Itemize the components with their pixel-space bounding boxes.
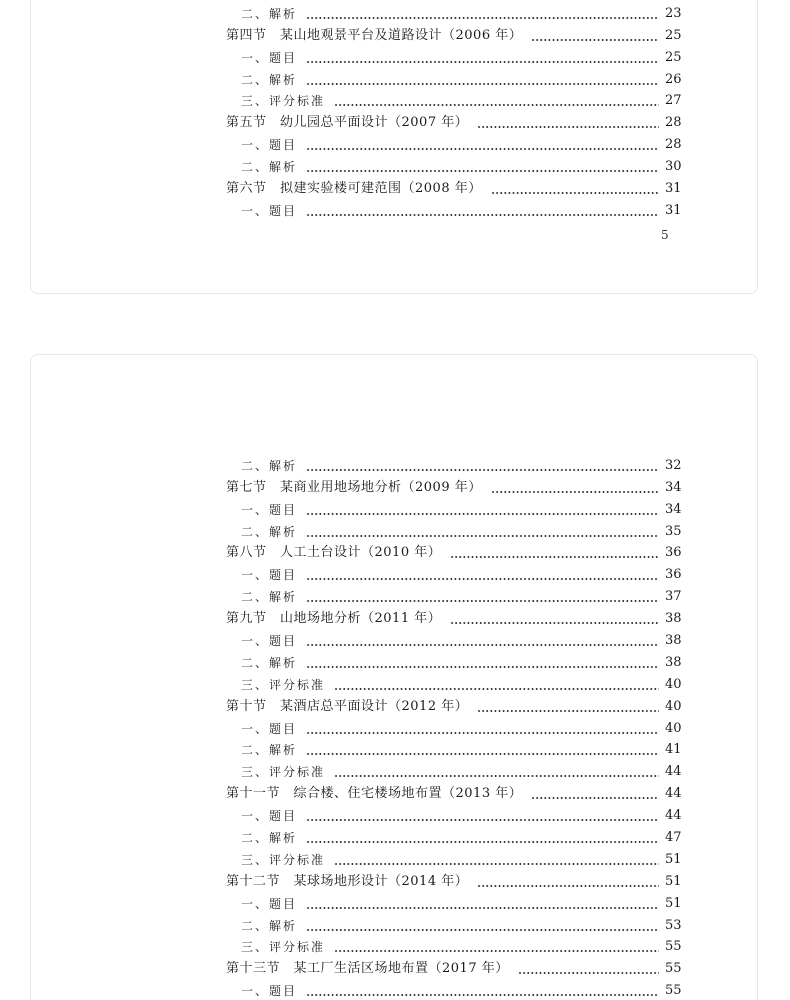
toc-subentry[interactable] [226,153,681,175]
toc-page-number: 32 [665,457,682,473]
document-page [30,0,758,294]
toc-subentry[interactable] [226,66,681,88]
toc-page-number: 38 [665,633,682,649]
dot-leader [334,950,659,952]
dot-leader [306,644,659,646]
toc-section-entry[interactable] [226,474,681,496]
toc-section-entry[interactable] [226,780,681,802]
toc-page-number: 44 [665,764,682,780]
toc-entry-title: 二、解析 [241,831,298,846]
toc-entry-title: 二、解析 [241,458,298,473]
dot-leader [450,622,659,624]
toc-page-number: 44 [665,808,682,824]
toc-section-entry[interactable] [226,540,681,562]
dot-leader [306,753,659,755]
toc-page-number: 51 [665,895,682,911]
toc-subentry[interactable] [226,934,681,956]
dot-leader [306,469,659,471]
toc-subentry[interactable] [226,0,681,22]
dot-leader [306,214,659,216]
toc-entry-title: 一、题目 [241,896,298,911]
dot-leader [306,83,659,85]
toc-subentry[interactable] [226,583,681,605]
toc-page-number: 38 [665,654,682,670]
toc-subentry[interactable] [226,496,681,518]
toc-subentry[interactable] [226,890,681,912]
toc-page-number: 37 [665,589,682,605]
toc-entry-title: 一、题目 [241,50,298,65]
toc-page-number: 31 [665,181,682,197]
toc-page-number: 44 [665,786,682,802]
toc-subentry[interactable] [226,824,681,846]
toc-entry-title: 第四节 某山地观景平台及道路设计（2006 年） [226,27,523,43]
toc-subentry[interactable] [226,88,681,110]
dot-leader [306,841,659,843]
toc-entry-title: 第九节 山地场地分析（2011 年） [226,611,442,627]
toc-entry-title: 二、解析 [241,524,298,539]
dot-leader [306,170,659,172]
toc-page-number: 26 [665,71,682,87]
toc-page-number: 28 [665,137,682,153]
dot-leader [306,61,659,63]
toc-page-number: 25 [665,27,682,43]
toc-page-number: 55 [665,983,682,999]
dot-leader [306,148,659,150]
toc-page-number: 36 [665,567,682,583]
dot-leader [531,797,659,799]
toc-page-number: 30 [665,159,682,175]
toc-subentry[interactable] [226,737,681,759]
toc-page-number: 51 [665,873,682,889]
toc-entry-title: 第八节 人工土台设计（2010 年） [226,545,442,561]
toc-page-number: 55 [665,961,682,977]
toc-entry-title: 二、解析 [241,590,298,605]
toc-page-number: 36 [665,545,682,561]
table-of-contents [226,0,681,219]
toc-subentry[interactable] [226,197,681,219]
dot-leader [306,929,659,931]
toc-entry-title: 第五节 幼儿园总平面设计（2007 年） [226,115,469,131]
toc-page-number: 47 [665,830,682,846]
toc-section-entry[interactable] [226,175,681,197]
toc-entry-title: 一、题目 [241,809,298,824]
toc-entry-title: 一、题目 [241,502,298,517]
dot-leader [306,17,659,19]
toc-page-number: 34 [665,479,682,495]
toc-subentry[interactable] [226,44,681,66]
table-of-contents [226,452,681,999]
dot-leader [334,104,659,106]
toc-section-entry[interactable] [226,109,681,131]
dot-leader [306,732,659,734]
toc-page-number: 31 [665,202,682,218]
toc-page-number: 23 [665,5,682,21]
page-number: 5 [661,228,669,242]
toc-entry-title: 三、评分标准 [241,94,326,109]
toc-subentry[interactable] [226,561,681,583]
dot-leader [518,972,659,974]
toc-page-number: 34 [665,501,682,517]
toc-entry-title: 第七节 某商业用地场地分析（2009 年） [226,479,482,495]
toc-subentry[interactable] [226,715,681,737]
toc-page-number: 53 [665,917,682,933]
toc-entry-title: 一、题目 [241,721,298,736]
dot-leader [306,666,659,668]
toc-page-number: 28 [665,115,682,131]
toc-section-entry[interactable] [226,868,681,890]
toc-entry-title: 一、题目 [241,138,298,153]
toc-page-number: 40 [665,676,682,692]
toc-subentry[interactable] [226,518,681,540]
toc-section-entry[interactable] [226,955,681,977]
toc-page-number: 55 [665,939,682,955]
dot-leader [491,192,659,194]
toc-page-number: 27 [665,93,682,109]
toc-page-number: 41 [665,742,682,758]
toc-subentry[interactable] [226,627,681,649]
toc-entry-title: 第十一节 综合楼、住宅楼场地布置（2013 年） [226,786,523,802]
dot-leader [531,39,659,41]
toc-entry-title: 二、解析 [241,655,298,670]
toc-subentry[interactable] [226,649,681,671]
toc-entry-title: 二、解析 [241,160,298,175]
dot-leader [334,863,659,865]
toc-page-number: 35 [665,523,682,539]
document-page [30,354,758,1000]
dot-leader [477,710,659,712]
dot-leader [450,556,659,558]
dot-leader [306,535,659,537]
toc-entry-title: 一、题目 [241,984,298,999]
toc-entry-title: 一、题目 [241,568,298,583]
toc-subentry[interactable] [226,846,681,868]
dot-leader [334,775,659,777]
toc-subentry[interactable] [226,912,681,934]
dot-leader [306,513,659,515]
toc-entry-title: 第十节 某酒店总平面设计（2012 年） [226,698,469,714]
toc-subentry[interactable] [226,977,681,999]
dot-leader [491,491,659,493]
toc-entry-title: 第十三节 某工厂生活区场地布置（2017 年） [226,961,509,977]
dot-leader [306,994,659,996]
toc-entry-title: 三、评分标准 [241,677,326,692]
toc-entry-title: 二、解析 [241,6,298,21]
toc-subentry[interactable] [226,131,681,153]
toc-page-number: 40 [665,698,682,714]
toc-section-entry[interactable] [226,693,681,715]
toc-entry-title: 二、解析 [241,918,298,933]
toc-entry-title: 三、评分标准 [241,765,326,780]
dot-leader [477,126,659,128]
toc-section-entry[interactable] [226,605,681,627]
toc-entry-title: 第十二节 某球场地形设计（2014 年） [226,873,469,889]
toc-page-number: 51 [665,851,682,867]
dot-leader [477,885,659,887]
toc-entry-title: 三、评分标准 [241,852,326,867]
toc-entry-title: 二、解析 [241,743,298,758]
toc-subentry[interactable] [226,758,681,780]
toc-subentry[interactable] [226,452,681,474]
toc-entry-title: 三、评分标准 [241,940,326,955]
toc-subentry[interactable] [226,671,681,693]
toc-page-number: 25 [665,49,682,65]
toc-page-number: 38 [665,611,682,627]
toc-page-number: 40 [665,720,682,736]
dot-leader [306,907,659,909]
toc-entry-title: 一、题目 [241,634,298,649]
dot-leader [306,819,659,821]
dot-leader [306,600,659,602]
toc-entry-title: 第六节 拟建实验楼可建范围（2008 年） [226,181,482,197]
toc-entry-title: 二、解析 [241,72,298,87]
toc-entry-title: 一、题目 [241,203,298,218]
dot-leader [306,578,659,580]
toc-section-entry[interactable] [226,22,681,44]
dot-leader [334,688,659,690]
toc-subentry[interactable] [226,802,681,824]
